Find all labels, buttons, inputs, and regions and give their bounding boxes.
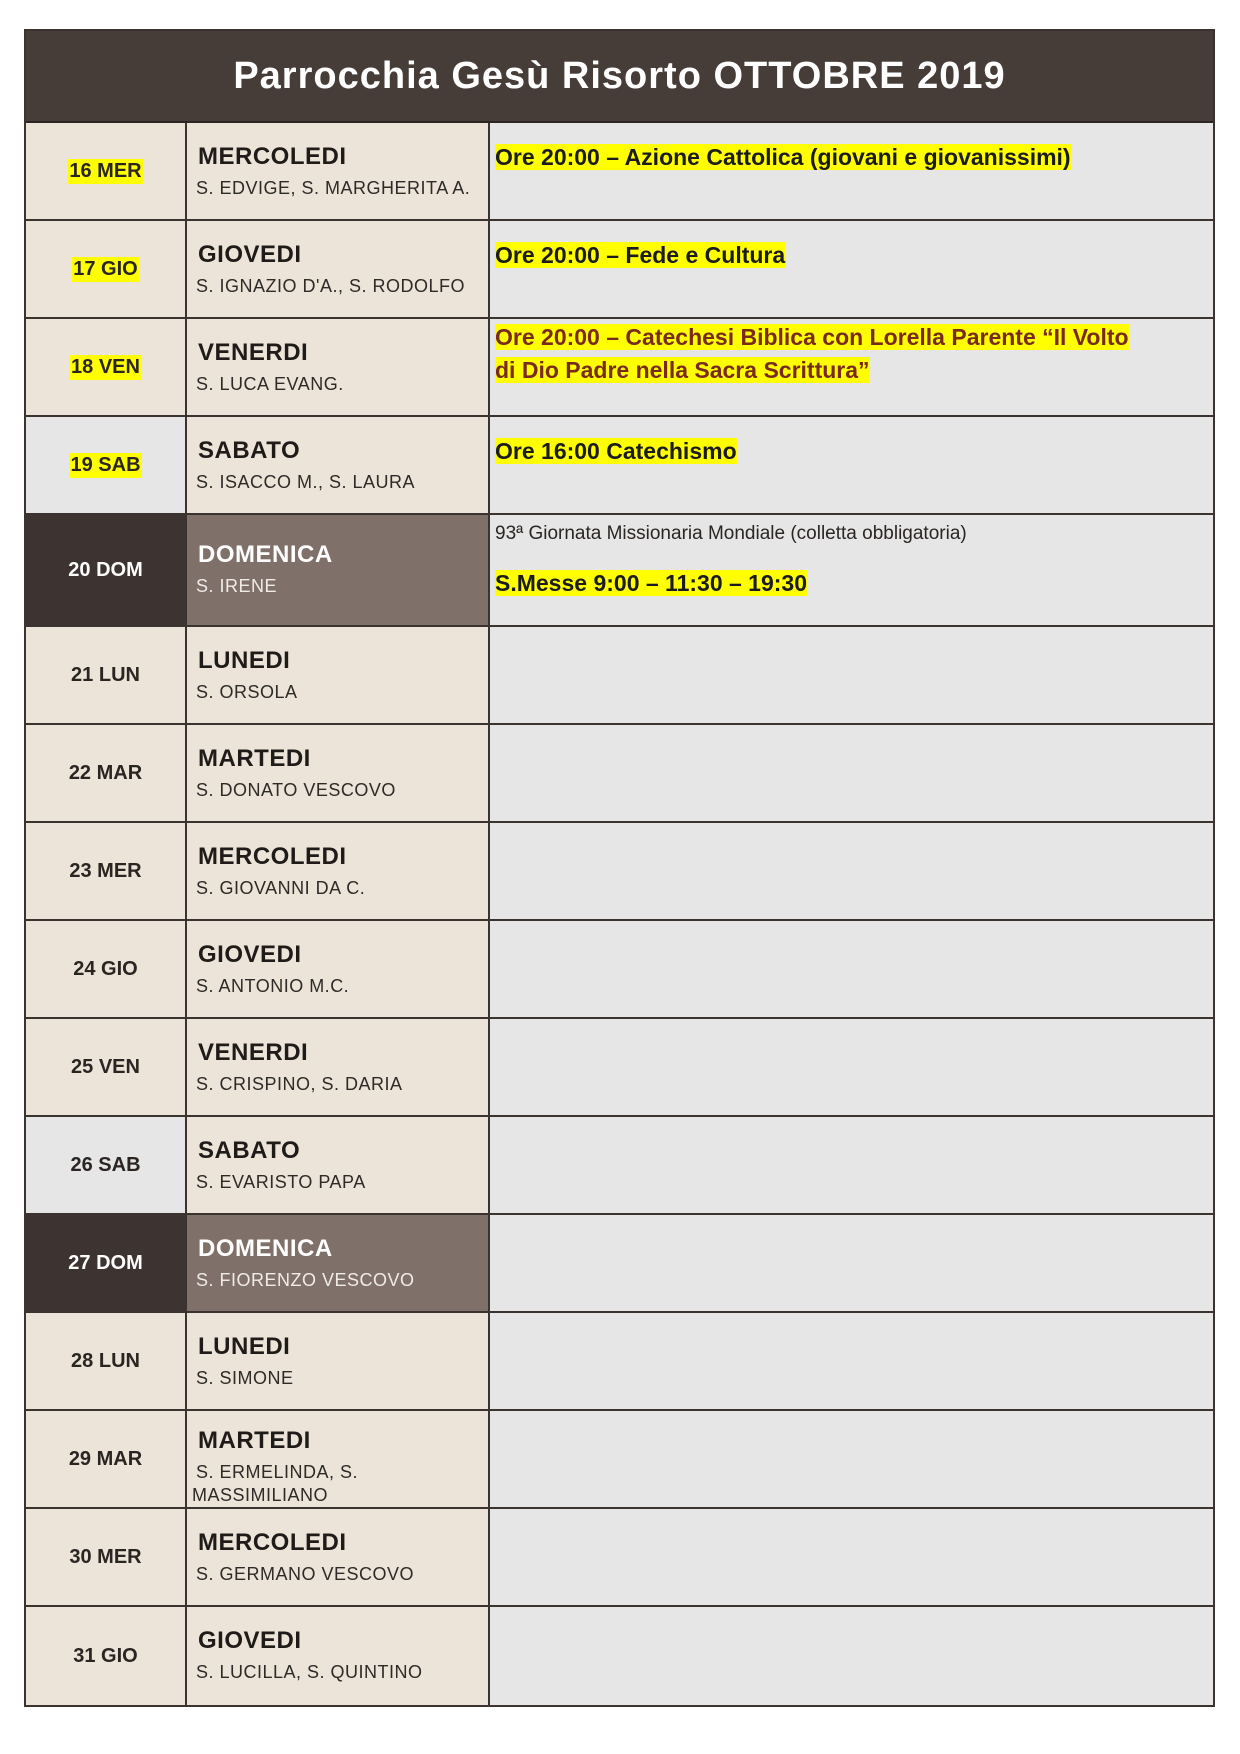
day-name: LUNEDI <box>198 647 291 674</box>
saint-name: S. LUCA EVANG. <box>196 374 344 394</box>
events-cell <box>490 1215 1213 1311</box>
day-cell <box>187 1215 490 1311</box>
day-cell <box>187 921 490 1017</box>
day-name: SABATO <box>198 437 301 464</box>
saint-name: S. SIMONE <box>196 1368 294 1388</box>
date-label: 17 GIO <box>73 257 138 280</box>
event-text: Ore 20:00 – Catechesi Biblica con Lorella Parente “Il Volto <box>495 324 1129 350</box>
saint-name: S. DONATO VESCOVO <box>196 780 396 800</box>
saint-name: S. ISACCO M., S. LAURA <box>196 472 416 492</box>
saint-name: S. GIOVANNI DA C. <box>196 878 366 898</box>
day-cell <box>187 627 490 723</box>
event-text: S.Messe 9:00 – 11:30 – 19:30 <box>495 570 808 596</box>
date-cell <box>26 627 187 723</box>
events-cell <box>490 1117 1213 1213</box>
event-text: di Dio Padre nella Sacra Scrittura” <box>495 357 870 383</box>
saint-name: S. EVARISTO PAPA <box>196 1172 366 1192</box>
day-cell <box>187 123 490 219</box>
event-text: Ore 16:00 Catechismo <box>495 438 737 464</box>
day-cell <box>187 221 490 317</box>
date-cell <box>26 1215 187 1311</box>
event-text: Ore 20:00 – Azione Cattolica (giovani e giovanissimi) <box>495 144 1071 170</box>
date-label: 18 VEN <box>71 355 140 378</box>
events-cell <box>490 725 1213 821</box>
events-cell <box>490 319 1213 415</box>
date-label: 30 MER <box>69 1545 142 1568</box>
date-label: 21 LUN <box>71 663 140 686</box>
date-cell <box>26 1411 187 1507</box>
table-row <box>26 1313 1213 1411</box>
table-row <box>26 1019 1213 1117</box>
saint-name: S. IRENE <box>196 576 278 596</box>
day-name: GIOVEDI <box>198 1627 302 1654</box>
saint-name: S. EDVIGE, S. MARGHERITA A. <box>196 178 471 198</box>
table-row <box>26 515 1213 627</box>
event-text: Ore 20:00 – Fede e Cultura <box>495 242 786 268</box>
day-name: GIOVEDI <box>198 241 302 268</box>
date-cell <box>26 123 187 219</box>
day-cell <box>187 1411 490 1507</box>
table-row <box>26 1607 1213 1705</box>
day-name: MERCOLEDI <box>198 1529 347 1556</box>
day-name: SABATO <box>198 1137 301 1164</box>
day-cell <box>187 1117 490 1213</box>
day-cell <box>187 417 490 513</box>
table-row <box>26 1215 1213 1313</box>
saint-name: MASSIMILIANO <box>192 1484 329 1505</box>
events-cell <box>490 627 1213 723</box>
events-cell <box>490 417 1213 513</box>
date-label: 23 MER <box>69 859 142 882</box>
day-name: MARTEDI <box>198 1427 311 1454</box>
events-cell <box>490 1607 1213 1705</box>
day-cell <box>187 1313 490 1409</box>
date-cell <box>26 1313 187 1409</box>
table-row <box>26 823 1213 921</box>
events-cell <box>490 221 1213 317</box>
page-title: Parrocchia Gesù Risorto OTTOBRE 2019 <box>26 31 1213 123</box>
day-cell <box>187 823 490 919</box>
day-name: VENERDI <box>198 339 309 366</box>
day-cell <box>187 1607 490 1705</box>
day-name: VENERDI <box>198 1039 309 1066</box>
table-row <box>26 921 1213 1019</box>
saint-name: S. CRISPINO, S. DARIA <box>196 1074 403 1094</box>
day-name: GIOVEDI <box>198 941 302 968</box>
table-row <box>26 1411 1213 1509</box>
table-row <box>26 627 1213 725</box>
date-cell <box>26 725 187 821</box>
date-cell <box>26 417 187 513</box>
events-cell <box>490 1509 1213 1605</box>
date-label: 16 MER <box>69 159 142 182</box>
date-cell <box>26 515 187 625</box>
date-cell <box>26 1509 187 1605</box>
saint-name: S. LUCILLA, S. QUINTINO <box>196 1662 423 1682</box>
date-cell <box>26 1019 187 1115</box>
calendar-table <box>24 29 1215 1707</box>
day-cell <box>187 1019 490 1115</box>
events-cell <box>490 1313 1213 1409</box>
date-cell <box>26 921 187 1017</box>
day-cell <box>187 515 490 625</box>
saint-name: S. GERMANO VESCOVO <box>196 1564 415 1584</box>
events-cell <box>490 921 1213 1017</box>
day-name: DOMENICA <box>198 1235 333 1262</box>
day-name: MARTEDI <box>198 745 311 772</box>
date-label: 25 VEN <box>71 1055 140 1078</box>
day-name: MERCOLEDI <box>198 143 347 170</box>
date-cell <box>26 1607 187 1705</box>
table-row <box>26 319 1213 417</box>
date-label: 26 SAB <box>70 1153 141 1176</box>
date-label: 24 GIO <box>73 957 138 980</box>
table-row <box>26 221 1213 319</box>
day-cell <box>187 725 490 821</box>
day-name: LUNEDI <box>198 1333 291 1360</box>
saint-name: S. ANTONIO M.C. <box>196 976 350 996</box>
date-cell <box>26 1117 187 1213</box>
table-row <box>26 123 1213 221</box>
table-row <box>26 417 1213 515</box>
date-label: 22 MAR <box>68 761 143 784</box>
date-label: 29 MAR <box>68 1447 143 1470</box>
day-cell <box>187 319 490 415</box>
events-cell <box>490 1019 1213 1115</box>
day-cell <box>187 1509 490 1605</box>
date-cell <box>26 319 187 415</box>
date-label: 28 LUN <box>71 1349 140 1372</box>
events-cell <box>490 123 1213 219</box>
table-row <box>26 725 1213 823</box>
calendar-rows <box>26 123 1213 1705</box>
saint-name: S. ERMELINDA, S. <box>196 1462 359 1482</box>
saint-name: S. IGNAZIO D'A., S. RODOLFO <box>196 276 465 296</box>
date-label: 20 DOM <box>68 558 143 581</box>
saint-name: S. FIORENZO VESCOVO <box>196 1270 415 1290</box>
events-cell <box>490 1411 1213 1507</box>
date-label: 27 DOM <box>68 1251 143 1274</box>
date-label: 19 SAB <box>70 453 141 476</box>
date-cell <box>26 221 187 317</box>
events-cell <box>490 823 1213 919</box>
saint-name: S. ORSOLA <box>196 682 298 702</box>
events-cell <box>490 515 1213 625</box>
table-row <box>26 1117 1213 1215</box>
date-cell <box>26 823 187 919</box>
event-note: 93ª Giornata Missionaria Mondiale (colletta obbligatoria) <box>495 523 967 544</box>
table-row <box>26 1509 1213 1607</box>
day-name: MERCOLEDI <box>198 843 347 870</box>
date-label: 31 GIO <box>73 1644 138 1667</box>
day-name: DOMENICA <box>198 541 333 568</box>
